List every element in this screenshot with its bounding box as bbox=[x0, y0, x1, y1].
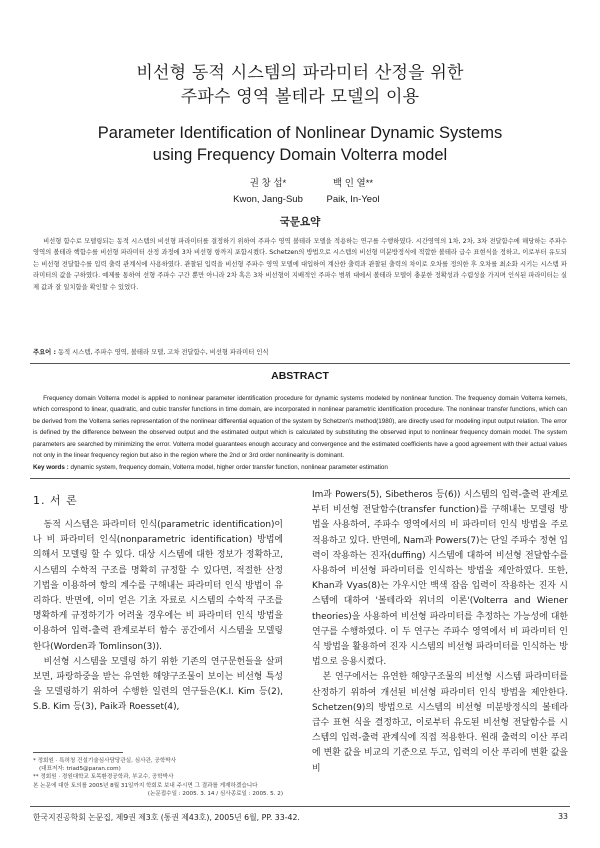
footnotes bbox=[33, 757, 283, 798]
abstract-en-body: Frequency domain Volterra model is applied to nonlinear parameter identification procedure for dynamic systems modeled by nonlinear function. The frequency domain Volterra kernels, which correspond to linear, quadratic, and cubic transfer functions in time domain, are incorporated in nonlinear parametric identification procedure. The nonlinear transfer functions, which can be derived from the Volterra series representation of the nonlinear differential equation of the system by Schetzen's method(1980), are directly used for modeling input output relation. The error is defined by the difference between the observed output and the estimated output which is calculated by substituting the observed input to nonlinear frequency domain model. The system parameters are searched by minimizing the error. Volterra model guarantees enough accuracy and convergence and the estimated coefficients have a good agreement with their actual values not only in the linear frequency region but also in the region where the 2nd or 3rd order nonlinearity is dominant. bbox=[33, 395, 567, 460]
author-name-en: Kwon, Jang-Sub bbox=[233, 194, 303, 205]
body-right-column bbox=[312, 488, 568, 777]
author-block bbox=[0, 178, 600, 212]
paragraph: 비선형 시스템을 모델링 하기 위한 기존의 연구문헌들을 살펴보면, 파랑하중을 받는 유연한 해양구조물이 보이는 비선형 특성을 모델링하기 위하여 수행한 일련의 연구들은(K.I. Kim 등(2), S.B. Kim 등(3), Paik과 Roesset(4), bbox=[33, 656, 283, 713]
title-english-line1: Parameter Identification of Nonlinear Dynamic Systems bbox=[97, 124, 503, 142]
footer-journal: 한국지진공학회 논문집, 제9권 제3호 (통권 제43호), 2005년 6월, PP. 33-42. bbox=[33, 813, 300, 822]
keywords-ko-label: 주요어 : bbox=[33, 349, 56, 356]
keywords-ko bbox=[33, 348, 567, 358]
paragraph: 동적 시스템은 파라미터 인식(parametric identification)이나 비 파라미터 인식(nonparametric identification) 방법에 의해서 모델링 할 수 있다. 대상 시스템에 대한 정보가 정확하고, 시스템의 수학적 구조를 명확히 규정할 수 있다면, 적절한 산정 기법을 이용하여 항의 계수를 구해내는 파라미터 인식 방법이 유리하다. 반면에, 이미 얻은 기초 자료로 시스템의 수학적 구조를 명확하게 규정하기가 어려울 경우에는 비 파라미터 인식 방법을 이용하여 입력-출력 관계로부터 함수 공간에서 시스템을 모델링한다(Worden과 Tomlinson(3)). bbox=[33, 520, 283, 652]
footer-rule bbox=[30, 806, 570, 807]
footnote: (논문접수일 : 2005. 3. 14 / 심사종료일 : 2005. 5. 2) bbox=[147, 790, 283, 797]
author-name-ko: 권 창 섭* bbox=[249, 178, 287, 189]
section-heading: 1. 서 론 bbox=[33, 494, 78, 507]
abstract-ko-heading: 국문요약 bbox=[279, 216, 321, 228]
divider bbox=[30, 478, 570, 479]
paragraph: 본 연구에서는 유연한 해양구조물의 비선형 시스템 파라미터를 산정하기 위하여 개선된 비선형 파라미터 인식 방법을 제안한다. Schetzen(9)의 방법으로 시스템의 비선형 미분방정식의 볼테라 급수 표현 식을 결정하고, 이로부터 유도된 비선형 전달함수를 시스템의 입력-출력 관계식에 직접 적용한다. 원래 출력의 이산 푸리에 변환 값을 비교의 기준으로 두고, 입력의 이산 푸리에 변환 값을 비 bbox=[312, 672, 568, 774]
footnote: * 정회원 · 특허청 건설기술심사담당관실, 심사관, 공학박사 bbox=[33, 758, 177, 764]
divider bbox=[30, 363, 570, 364]
body-left-column bbox=[33, 518, 283, 716]
title-korean-line1: 비선형 동적 시스템의 파라미터 산정을 위한 bbox=[136, 63, 464, 83]
page-number: 33 bbox=[558, 812, 568, 821]
author-name-en: Paik, In-Yeol bbox=[326, 194, 380, 205]
keywords-en-label: Key words : bbox=[33, 464, 69, 471]
keywords-en-text: dynamic system, frequency domain, Volterra model, higher order transfer function, nonlinear parameter estimation bbox=[70, 464, 388, 471]
footnote: (대표저자: triad5@paran.com) bbox=[39, 766, 121, 773]
paragraph: Im과 Powers(5), Sibetheros 등(6)) 시스템의 입력-출력 관계로부터 비선형 전달함수(transfer function)를 구해내는 모델링 방법을 사용하여, 주파수 영역에서의 비 파라미터 인식 방법을 주로 적용하고 있다. 반면에, Nam과 Powers(7)는 단일 주파수 정현 입력이 작용하는 진자(duffing) 시스템에 대하여 비선형 전달함수를 사용하여 비선형 파라미터를 인식하는 방법을 제안하였다. 또한, Khan과 Vyas(8)는 가우시안 백색 잡음 입력이 작용하는 진자 시스템에 대하여 '볼테라와 위너의 이론'(Volterra and Wiener theories)을 사용하여 비선형 파라미터를 추정하는 가능성에 대한 연구를 수행하였다. 이 두 연구는 주파수 영역에서 비 파라미터 인식 방법을 활용하여 진자 시스템의 비선형 파라미터를 인식하는 방법으로 응용시켰다. bbox=[312, 490, 568, 668]
footnote: ** 정회원 · 경원대학교 토목환경공학과, 부교수, 공학박사 bbox=[33, 774, 174, 781]
abstract-en-heading: ABSTRACT bbox=[271, 370, 329, 382]
title-korean-line2: 주파수 영역 볼테라 모델의 이용 bbox=[180, 87, 420, 107]
author-name-ko: 백 인 열** bbox=[332, 178, 374, 189]
title-english-line2: using Frequency Domain Volterra model bbox=[152, 146, 448, 164]
footnote-rule bbox=[33, 752, 123, 753]
abstract-ko-body: 비선형 함수로 모델링되는 동적 시스템의 비선형 파라미터를 결정하기 위하여 주파수 영역 볼테라 모델을 적용하는 연구를 수행하였다. 시간영역의 1차, 2차, 3차 전달함수에 해당하는 주파수 영역의 볼테라 핵함수를 비선형 파라미터 산정 과정에 3차 비선형 항까지 포함시켰다. Schetzen의 방법으로 시스템의 비선형 미분방정식에 적합한 볼테라 급수 표현식을 정하고, 이로부터 유도되는 비선형 전달함수를 입력 출력 관계식에 사용하였다. 관찰된 입력을 비선형 주파수 영역 모델에 대입하여 계산한 출력과 관찰된 출력의 차이로 오차를 정의한 후 오차를 최소화 시키는 시스템 파라미터의 값을 구하였다. 예제를 통하여 선형 주파수 구간 뿐만 아니라 2차 혹은 3차 비선형이 지배적인 주파수 범위 대에서 볼테라 모델이 충분한 정확성과 수렴성을 가지며 인식된 파라미터는 실제 값과 잘 일치함을 확인할 수 있었다. bbox=[33, 238, 568, 291]
footnote: 본 논문에 대한 토의를 2005년 8월 31일까지 학회로 보내 주시면 그 결과를 게재하겠습니다 bbox=[33, 782, 258, 789]
keywords-ko-text: 동적 시스템, 주파수 영역, 볼테라 모델, 고차 전달함수, 비선형 파라미터 인식 bbox=[57, 349, 269, 356]
keywords-en bbox=[33, 463, 567, 473]
author-2 bbox=[278, 178, 428, 206]
